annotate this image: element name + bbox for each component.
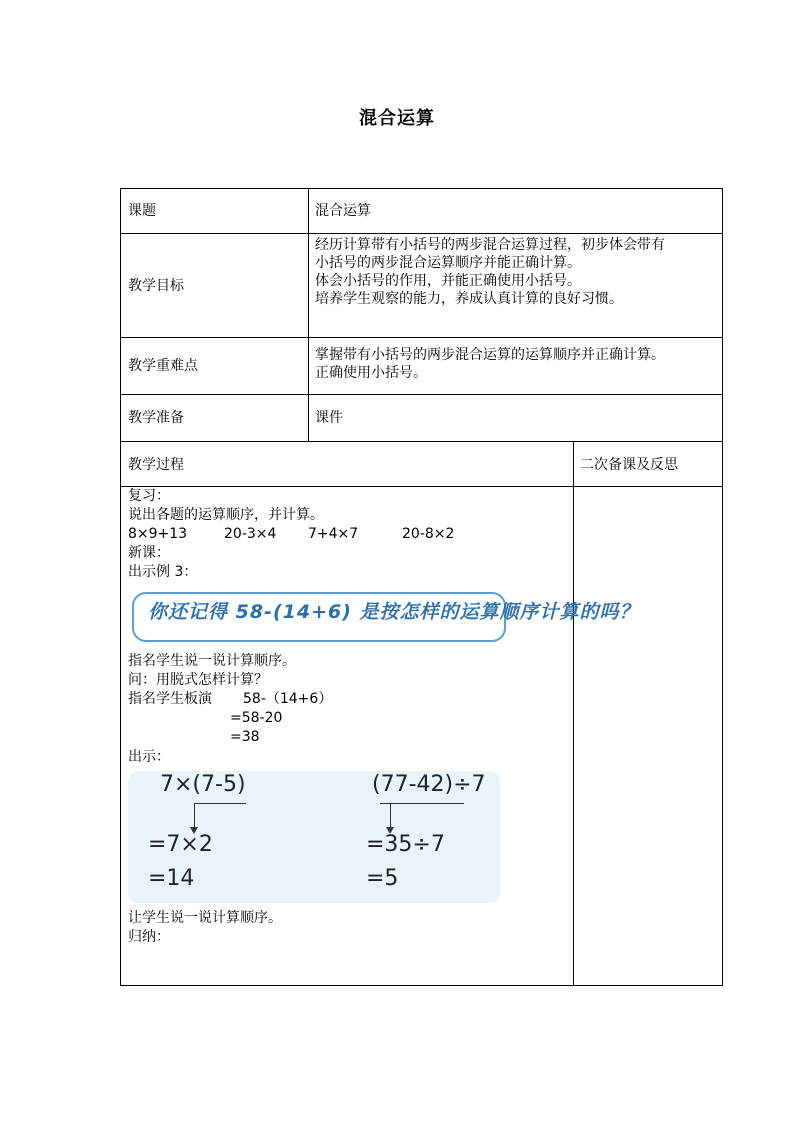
board-step: 58-（14+6） [243, 691, 333, 707]
process-content [128, 487, 640, 947]
row-divider [121, 337, 722, 338]
exercise-row [128, 525, 568, 544]
show-example: 出示例 3： [128, 564, 198, 580]
key-text [315, 346, 720, 382]
topic-value: 混合运算 [315, 203, 371, 219]
column-divider [573, 441, 574, 985]
board-label: 指名学生板演 [128, 691, 212, 707]
math-example-box [128, 771, 500, 903]
math-right-result: =5 [366, 866, 399, 891]
prep-label: 教学准备 [128, 410, 184, 426]
goal-line: 经历计算带有小括号的两步混合运算过程，初步体会带有 [315, 237, 665, 253]
board-step: =58-20 [230, 710, 283, 726]
arrow-line [194, 804, 195, 828]
ask-students: 指名学生说一说计算顺序。 [128, 653, 296, 669]
show-heading: 出示： [128, 749, 170, 765]
exercise: 7+4×7 [308, 526, 359, 542]
review-heading: 复习： [128, 488, 170, 504]
key-line: 正确使用小括号。 [315, 365, 427, 381]
goal-line: 小括号的两步混合运算顺序并能正确计算。 [315, 255, 581, 271]
let-students: 让学生说一说计算顺序。 [128, 910, 282, 926]
goal-text [315, 236, 720, 308]
board-work [128, 690, 568, 748]
column-divider [308, 189, 309, 441]
board-step: =38 [230, 729, 260, 745]
math-left-result: =14 [148, 866, 195, 891]
process-label: 教学过程 [128, 457, 184, 473]
math-right-step: =35÷7 [366, 832, 445, 857]
arrow-line [390, 804, 391, 828]
goal-label: 教学目标 [128, 278, 184, 294]
topic-label: 课题 [128, 203, 156, 219]
math-left-step: =7×2 [148, 832, 213, 857]
goal-line: 体会小括号的作用，并能正确使用小括号。 [315, 273, 581, 289]
exercise: 20-8×2 [402, 526, 455, 542]
underline [194, 803, 246, 804]
example-banner [128, 588, 640, 646]
goal-line: 培养学生观察的能力，养成认真计算的良好习惯。 [315, 291, 623, 307]
exercise: 20-3×4 [224, 526, 277, 542]
key-label: 教学重难点 [128, 358, 198, 374]
review-task: 说出各题的运算顺序，并计算。 [128, 507, 324, 523]
math-right-expression: (77-42)÷7 [372, 772, 486, 797]
exercise: 8×9+13 [128, 526, 188, 542]
question: 问：用脱式怎样计算？ [128, 672, 268, 688]
row-divider [121, 233, 722, 234]
math-left-expression: 7×(7-5) [160, 772, 246, 797]
prep-value: 课件 [315, 410, 343, 426]
summary-heading: 归纳： [128, 929, 170, 945]
key-line: 掌握带有小括号的两步混合运算的运算顺序并正确计算。 [315, 347, 665, 363]
new-lesson-heading: 新课： [128, 545, 170, 561]
page-title: 混合运算 [359, 108, 435, 129]
reflect-label: 二次备课及反思 [580, 457, 678, 473]
underline [380, 803, 464, 804]
row-divider [121, 441, 722, 442]
banner-text: 你还记得 58-(14+6) 是按怎样的运算顺序计算的吗？ [148, 601, 640, 623]
row-divider [121, 394, 722, 395]
lesson-plan-table [120, 188, 723, 986]
